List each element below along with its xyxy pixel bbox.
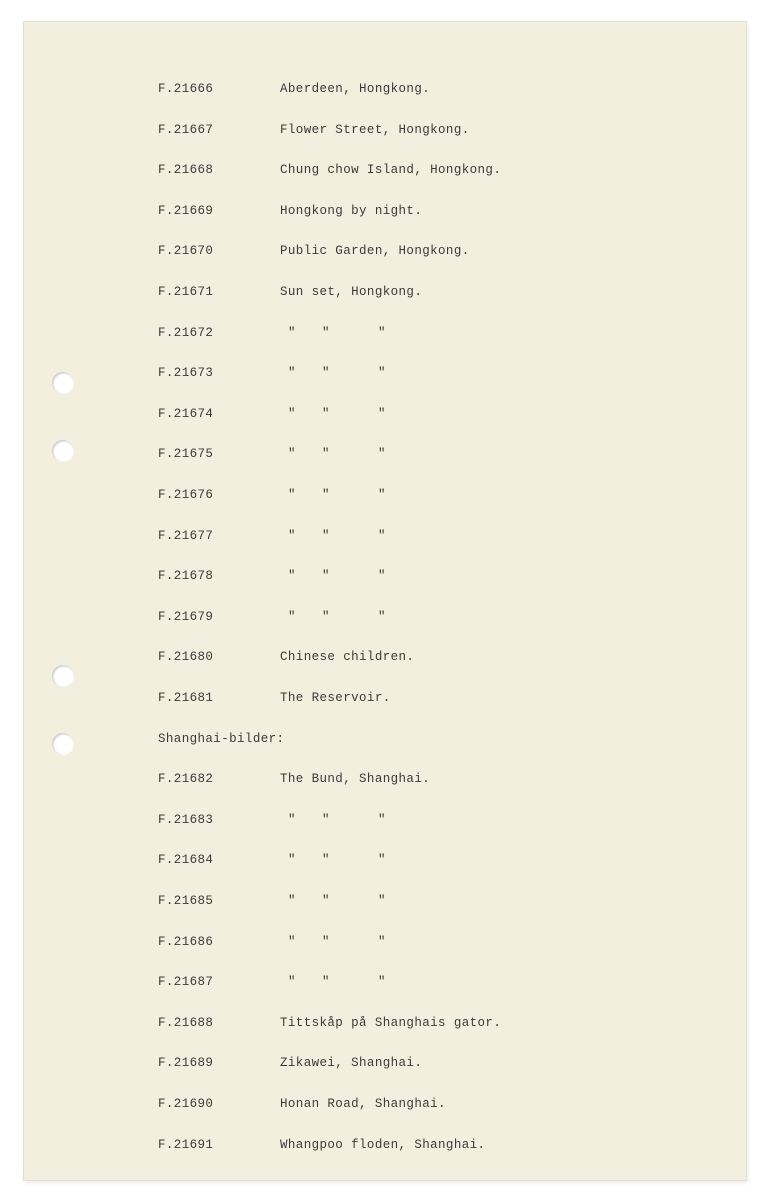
ditto-mark: " (322, 569, 330, 583)
photo-number: F.21685 (158, 894, 214, 908)
photo-number: F.21681 (158, 691, 214, 705)
entry-row (24, 891, 746, 911)
photo-number: F.21678 (158, 569, 214, 583)
ditto-mark: " (378, 569, 386, 583)
photo-caption: Public Garden, Hongkong. (280, 244, 470, 258)
photo-number: F.21669 (158, 204, 214, 218)
ditto-mark: " (378, 894, 386, 908)
ditto-mark: " (378, 366, 386, 380)
photo-caption: Whangpoo floden, Shanghai. (280, 1138, 486, 1152)
entry-row (24, 688, 746, 708)
ditto-mark: " (288, 366, 296, 380)
ditto-mark: " (322, 813, 330, 827)
ditto-mark: " (322, 366, 330, 380)
photo-caption: The Bund, Shanghai. (280, 772, 431, 786)
ditto-mark: " (378, 407, 386, 421)
photo-caption: Honan Road, Shanghai. (280, 1097, 446, 1111)
photo-number: F.21687 (158, 975, 214, 989)
entry-row (24, 607, 746, 627)
photo-number: F.21682 (158, 772, 214, 786)
entry-row (24, 444, 746, 464)
entry-row (24, 79, 746, 99)
entry-row (24, 201, 746, 221)
ditto-mark: " (288, 447, 296, 461)
photo-caption: Sun set, Hongkong. (280, 285, 423, 299)
entry-row (24, 647, 746, 667)
ditto-mark: " (322, 894, 330, 908)
photo-number: F.21672 (158, 326, 214, 340)
entry-row (24, 526, 746, 546)
ditto-mark: " (288, 975, 296, 989)
entry-row (24, 120, 746, 140)
photo-caption: Flower Street, Hongkong. (280, 123, 470, 137)
photo-number: F.21676 (158, 488, 214, 502)
entry-row (24, 323, 746, 343)
entry-row (24, 769, 746, 789)
entry-row (24, 160, 746, 180)
punch-hole (52, 665, 74, 687)
entry-row (24, 1013, 746, 1033)
entry-row (24, 566, 746, 586)
photo-number: F.21689 (158, 1056, 214, 1070)
ditto-mark: " (378, 935, 386, 949)
section-heading: Shanghai-bilder: (158, 732, 285, 746)
ditto-mark: " (378, 853, 386, 867)
entry-row (24, 1094, 746, 1114)
ditto-mark: " (322, 326, 330, 340)
entry-row (24, 485, 746, 505)
photo-number: F.21680 (158, 650, 214, 664)
ditto-mark: " (322, 935, 330, 949)
photo-number: F.21674 (158, 407, 214, 421)
photo-number: F.21679 (158, 610, 214, 624)
ditto-mark: " (322, 407, 330, 421)
ditto-mark: " (288, 813, 296, 827)
photo-number: F.21668 (158, 163, 214, 177)
entry-row (24, 810, 746, 830)
entry-row (24, 1053, 746, 1073)
ditto-mark: " (378, 529, 386, 543)
ditto-mark: " (378, 813, 386, 827)
ditto-mark: " (288, 326, 296, 340)
entry-row (24, 404, 746, 424)
entry-row (24, 932, 746, 952)
ditto-mark: " (322, 853, 330, 867)
photo-caption: The Reservoir. (280, 691, 391, 705)
ditto-mark: " (288, 529, 296, 543)
entry-row (24, 241, 746, 261)
ditto-mark: " (288, 610, 296, 624)
photo-number: F.21690 (158, 1097, 214, 1111)
ditto-mark: " (378, 447, 386, 461)
ditto-mark: " (322, 529, 330, 543)
entry-row (24, 850, 746, 870)
ditto-mark: " (378, 326, 386, 340)
typewritten-sheet (24, 22, 746, 1180)
photo-number: F.21671 (158, 285, 214, 299)
photo-caption: Aberdeen, Hongkong. (280, 82, 431, 96)
ditto-mark: " (288, 569, 296, 583)
photo-number: F.21667 (158, 123, 214, 137)
ditto-mark: " (288, 894, 296, 908)
ditto-mark: " (378, 488, 386, 502)
photo-number: F.21683 (158, 813, 214, 827)
ditto-mark: " (322, 488, 330, 502)
photo-caption: Zikawei, Shanghai. (280, 1056, 423, 1070)
photo-number: F.21684 (158, 853, 214, 867)
photo-number: F.21675 (158, 447, 214, 461)
section-heading-row (24, 729, 746, 749)
entry-row (24, 972, 746, 992)
entry-row (24, 282, 746, 302)
photo-number: F.21670 (158, 244, 214, 258)
photo-caption: Chinese children. (280, 650, 415, 664)
photo-caption: Hongkong by night. (280, 204, 423, 218)
ditto-mark: " (288, 853, 296, 867)
photo-number: F.21673 (158, 366, 214, 380)
photo-number: F.21666 (158, 82, 214, 96)
ditto-mark: " (378, 975, 386, 989)
ditto-mark: " (288, 935, 296, 949)
photo-number: F.21677 (158, 529, 214, 543)
ditto-mark: " (288, 407, 296, 421)
entry-row (24, 363, 746, 383)
entry-row (24, 1135, 746, 1155)
ditto-mark: " (378, 610, 386, 624)
photo-number: F.21686 (158, 935, 214, 949)
ditto-mark: " (322, 447, 330, 461)
photo-number: F.21688 (158, 1016, 214, 1030)
photo-caption: Chung chow Island, Hongkong. (280, 163, 502, 177)
photo-caption: Tittskåp på Shanghais gator. (280, 1016, 502, 1030)
ditto-mark: " (322, 975, 330, 989)
ditto-mark: " (288, 488, 296, 502)
photo-number: F.21691 (158, 1138, 214, 1152)
ditto-mark: " (322, 610, 330, 624)
